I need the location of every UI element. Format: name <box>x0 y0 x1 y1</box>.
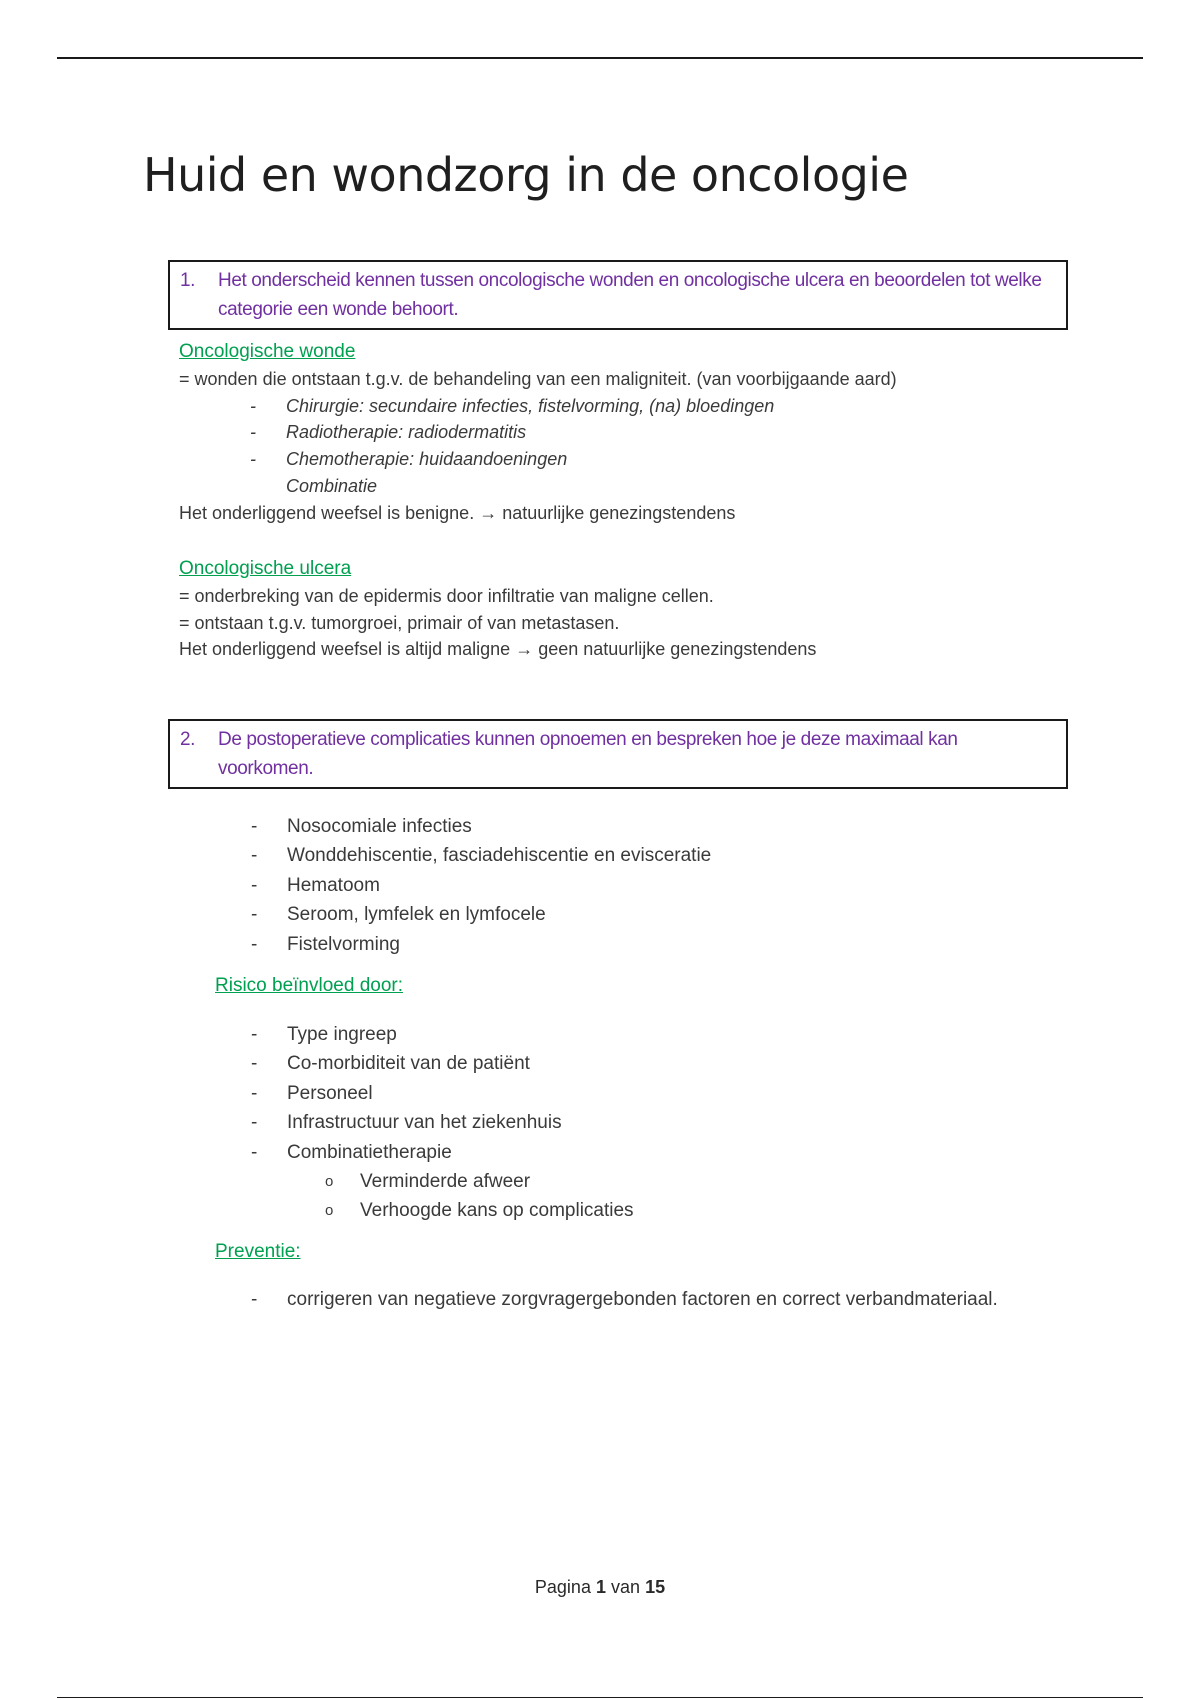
sub-list-item-text: Verhoogde kans op complicaties <box>360 1200 634 1222</box>
dash-bullet: - <box>251 1289 258 1310</box>
note-text: Het onderliggend weefsel is altijd maligne → geen natuurlijke genezingstendens <box>179 639 817 660</box>
section-oncologische-ulcera <box>179 556 1079 663</box>
list-item-text: Infrastructuur van het ziekenhuis <box>287 1112 562 1134</box>
dash-bullet: - <box>251 1141 258 1163</box>
section-heading: Oncologische ulcera <box>179 558 352 579</box>
risk-section <box>179 1020 1099 1226</box>
circle-bullet: o <box>325 1202 334 1220</box>
dash-bullet: - <box>251 1082 258 1104</box>
sub-list-item <box>179 1167 1099 1196</box>
dash-bullet: - <box>251 1053 258 1075</box>
definition-text: = onderbreking van de epidermis door infiltratie van maligne cellen. <box>179 585 714 606</box>
list-item <box>179 841 1099 870</box>
footer-rule <box>57 1697 1143 1698</box>
list-item <box>179 1285 1099 1314</box>
complications-list <box>179 812 1099 959</box>
list-item-text: corrigeren van negatieve zorgvragergebonden factoren en correct verbandmateriaal. <box>287 1289 998 1310</box>
list-item-text: Radiotherapie: radiodermatitis <box>286 422 527 443</box>
objective-number: 2. <box>180 729 196 750</box>
section-heading: Oncologische wonde <box>179 341 356 362</box>
list-item-text: Type ingreep <box>287 1024 397 1045</box>
list-item-text: Seroom, lymfelek en lymfocele <box>287 904 546 926</box>
risk-sub-list <box>179 1167 1099 1226</box>
definition-text: = wonden die ontstaan t.g.v. de behandeling van een maligniteit. (van voorbijgaande aard) <box>179 368 897 389</box>
list-item <box>179 900 1099 929</box>
list-item <box>179 1049 1099 1078</box>
objective-text: De postoperatieve complicaties kunnen opnoemen en bespreken hoe je deze maximaal kan voorkomen. <box>218 729 958 779</box>
list-item-text: Wonddehiscentie, fasciadehiscentie en evisceratie <box>287 845 712 867</box>
header-rule <box>57 57 1143 59</box>
list-item-text: Combinatietherapie <box>287 1141 452 1163</box>
dash-bullet: - <box>251 845 258 867</box>
list-item-text: Personeel <box>287 1082 373 1104</box>
complications-section <box>179 812 1099 959</box>
risk-heading: Risico beïnvloed door: <box>215 975 403 996</box>
objective-box-2 <box>168 719 1068 789</box>
circle-bullet: o <box>325 1173 334 1191</box>
footer-separator: van <box>611 1577 641 1597</box>
list-item <box>179 1108 1099 1137</box>
dash-bullet: - <box>251 1024 258 1045</box>
section-oncologische-wonde <box>179 339 1079 527</box>
list-item <box>179 393 1079 420</box>
list-item-text: Co-morbiditeit van de patiënt <box>287 1053 530 1075</box>
dash-bullet: - <box>251 1112 258 1134</box>
list-item <box>179 871 1099 900</box>
document-title: Huid en wondzorg in de oncologie <box>143 148 909 202</box>
total-page-count: 15 <box>645 1577 666 1597</box>
dash-bullet: - <box>251 874 258 896</box>
dash-bullet: - <box>251 904 258 926</box>
list-item-text: Chemotherapie: huidaandoeningen <box>286 449 568 470</box>
list-item-text: Hematoom <box>287 874 380 896</box>
list-item-text: Fistelvorming <box>287 933 400 955</box>
note-text: Het onderliggend weefsel is benigne. → natuurlijke genezingstendens <box>179 502 736 523</box>
list-item-text: Chirurgie: secundaire infecties, fistelvorming, (na) bloedingen <box>286 395 775 416</box>
list-item <box>179 1079 1099 1108</box>
prevention-list <box>179 1285 1099 1314</box>
list-item <box>179 1020 1099 1049</box>
dash-bullet: - <box>251 933 258 955</box>
list-item <box>179 446 1079 473</box>
risk-list <box>179 1020 1099 1167</box>
objective-number: 1. <box>180 270 196 291</box>
dash-bullet: - <box>250 449 256 470</box>
objective-box-1 <box>168 260 1068 330</box>
dash-bullet: - <box>251 816 258 837</box>
list-item <box>179 419 1079 446</box>
list-item <box>179 473 1079 500</box>
prevention-section <box>179 1285 1099 1314</box>
sub-list-item-text: Verminderde afweer <box>360 1171 531 1193</box>
page-footer <box>0 1577 1200 1598</box>
prevention-heading: Preventie: <box>215 1241 301 1262</box>
current-page-number: 1 <box>595 1577 606 1597</box>
wound-cause-list <box>179 393 1079 500</box>
dash-bullet: - <box>250 395 256 416</box>
dash-bullet: - <box>250 422 256 443</box>
sub-list-item <box>179 1196 1099 1225</box>
definition-text: = ontstaan t.g.v. tumorgroei, primair of van metastasen. <box>179 612 620 633</box>
footer-prefix: Pagina <box>534 1577 591 1597</box>
objective-text: Het onderscheid kennen tussen oncologische wonden en oncologische ulcera en beoordelen tot welke categorie een wonde behoort. <box>218 270 1042 320</box>
list-item <box>179 1138 1099 1167</box>
list-item-text: Combinatie <box>286 475 378 496</box>
list-item <box>179 812 1099 841</box>
list-item-text: Nosocomiale infecties <box>287 816 472 837</box>
list-item <box>179 930 1099 959</box>
